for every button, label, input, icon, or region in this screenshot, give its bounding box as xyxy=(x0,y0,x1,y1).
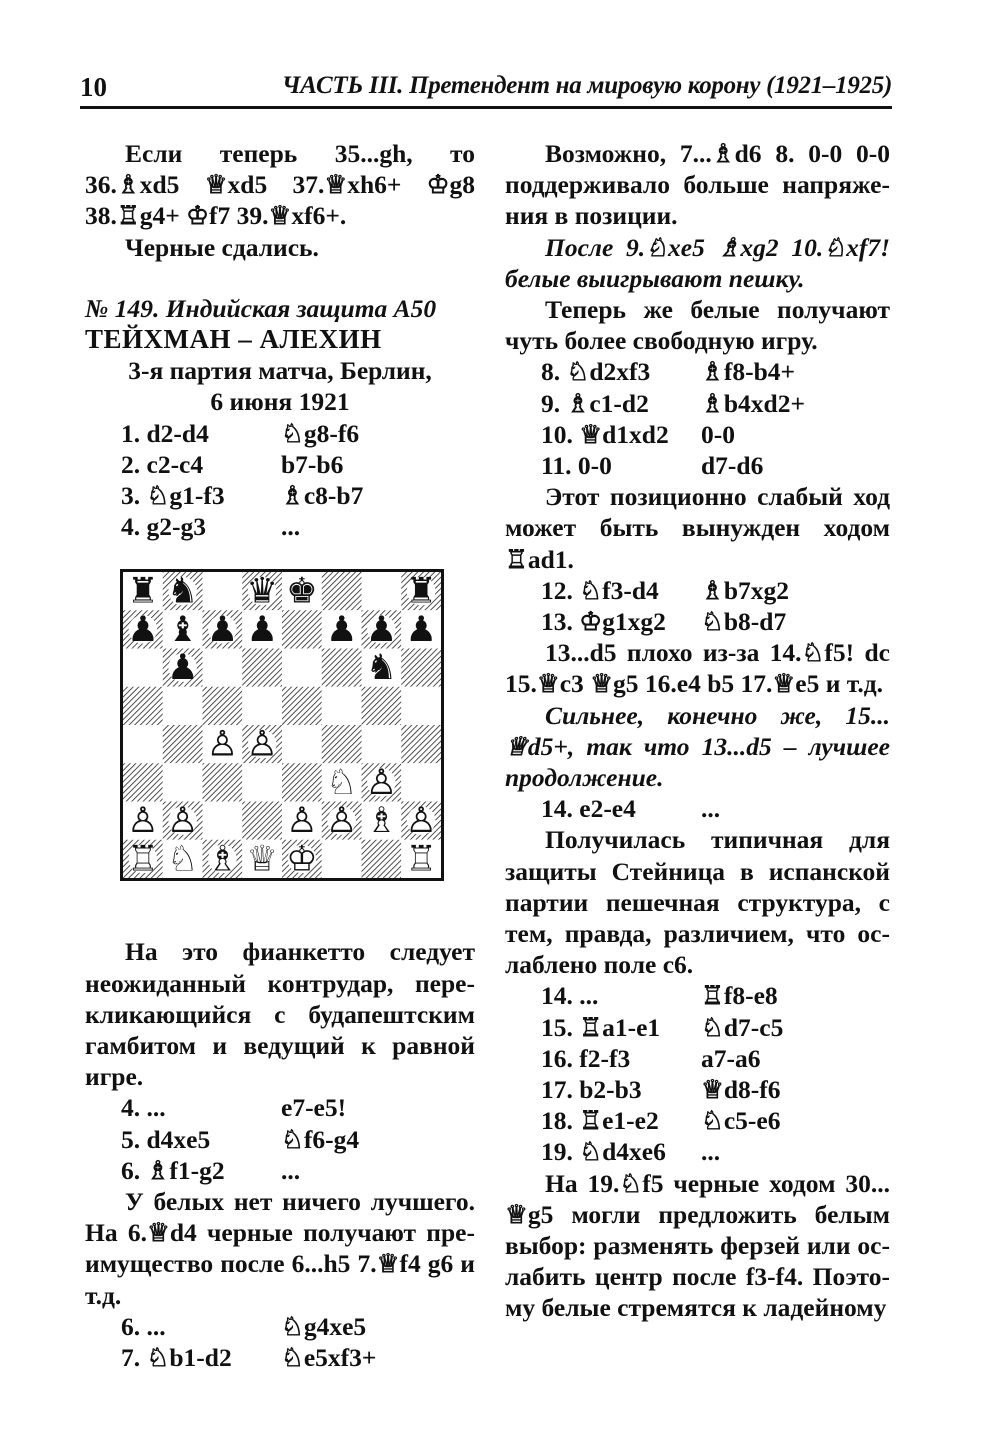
black-piece-a8: ♜ xyxy=(127,572,159,612)
square-c2 xyxy=(203,802,243,840)
black-piece-g7: ♟ xyxy=(365,608,398,650)
move-row: 4. ... e7-e5! xyxy=(121,1093,347,1123)
black-piece-d8: ♛ xyxy=(246,572,278,612)
move-list xyxy=(85,418,475,543)
square-b5 xyxy=(163,687,203,725)
move-row: 17. b2-b3 ♕d8-f6 xyxy=(541,1074,781,1104)
paragraph: Этот позиционно слабый ход может быть вынужден ходом ♖ad1. xyxy=(505,482,890,574)
black-piece-b8: ♞ xyxy=(166,572,199,612)
white-piece-e1: ♔ xyxy=(286,838,318,878)
square-e4 xyxy=(282,725,322,763)
move-row: 10. ♕d1xd2 0-0 xyxy=(541,419,735,449)
move-row: 2. c2-c4 b7-b6 xyxy=(121,449,344,479)
white-piece-d4: ♙ xyxy=(246,723,278,765)
paragraph: Получилась типичная для защиты Стейница в испанской партии пешечная структура, с тем, правда, различием, что ос-лаблено поле c6. xyxy=(505,825,890,980)
square-c8 xyxy=(203,572,243,610)
paragraph: На 19.♘f5 черные ходом 30... ♕g5 могли предложить белым выбор: разменять ферзей или ос- лабить центр после f3-f4. Поэто-му белые стремятся к ладейному xyxy=(505,1168,890,1323)
square-h5 xyxy=(401,687,441,725)
square-f4 xyxy=(322,725,362,763)
move-row: 4. g2-g3 ... xyxy=(121,512,301,542)
square-g4 xyxy=(362,725,402,763)
square-f8 xyxy=(322,572,362,610)
white-piece-a1: ♖ xyxy=(127,838,159,878)
square-d3 xyxy=(242,763,282,801)
square-a5 xyxy=(123,687,163,725)
black-piece-g6: ♞ xyxy=(365,647,398,689)
move-row: 6. ♗f1-g2 ... xyxy=(121,1155,301,1185)
white-piece-g2: ♗ xyxy=(365,800,398,842)
players: ТЕЙХМАН – АЛЕХИН xyxy=(85,324,382,355)
move-row: 5. d4xe5 ♘f6-g4 xyxy=(121,1124,360,1154)
white-piece-b1: ♘ xyxy=(166,838,199,878)
white-piece-c1: ♗ xyxy=(206,838,239,878)
square-h3 xyxy=(401,763,441,801)
black-piece-b6: ♟ xyxy=(166,647,199,689)
white-piece-f3: ♘ xyxy=(325,761,358,803)
black-piece-c7: ♟ xyxy=(206,608,239,650)
square-a6 xyxy=(123,649,163,687)
white-piece-g3: ♙ xyxy=(365,761,398,803)
right-column xyxy=(505,138,890,1324)
square-e7 xyxy=(282,610,322,648)
italic-note: После 9.♘xe5 ♗xg2 10.♘xf7! белые выигрывают пешку. xyxy=(505,232,890,293)
running-header xyxy=(80,68,892,109)
game-number: № 149. Индийская защита А50 xyxy=(85,293,437,323)
move-row: 11. 0-0 d7-d6 xyxy=(541,450,764,480)
white-piece-d1: ♕ xyxy=(246,838,278,878)
event-date: 6 июня 1921 xyxy=(210,387,350,417)
square-a3 xyxy=(123,763,163,801)
paragraph: На это фианкетто следует неожиданный контрудар, пере-кликающийся с будапештским гамбитом и ведущий к равной игре. xyxy=(85,937,475,1092)
move-row: 15. ♖a1-e1 ♘d7-c5 xyxy=(541,1012,784,1042)
black-piece-b7: ♝ xyxy=(166,608,199,650)
square-b3 xyxy=(163,763,203,801)
square-e3 xyxy=(282,763,322,801)
move-row: 13. ♔g1xg2 ♘b8-d7 xyxy=(541,606,787,636)
move-list xyxy=(505,793,890,824)
square-c6 xyxy=(203,649,243,687)
move-list xyxy=(505,356,890,481)
square-c3 xyxy=(203,763,243,801)
square-f5 xyxy=(322,687,362,725)
move-row: 8. ♘d2xf3 ♗f8-b4+ xyxy=(541,357,796,387)
square-e5 xyxy=(282,687,322,725)
white-piece-c4: ♙ xyxy=(206,723,239,765)
paragraph: 13...d5 плохо из-за 14.♘f5! dc 15.♕c3 ♕g5 16.e4 b5 17.♕e5 и т.д. xyxy=(505,638,890,699)
move-row: 16. f2-f3 a7-a6 xyxy=(541,1043,761,1073)
white-piece-b2: ♙ xyxy=(166,800,199,842)
move-row: 9. ♗c1-d2 ♗b4xd2+ xyxy=(541,388,806,418)
italic-note: Сильнее, конечно же, 15... ♕d5+, так что 13...d5 – лучшее продолжение. xyxy=(505,700,890,792)
move-row: 7. ♘b1-d2 ♘e5xf3+ xyxy=(121,1342,377,1372)
black-piece-f7: ♟ xyxy=(325,608,358,650)
page-number: 10 xyxy=(80,72,107,102)
move-list xyxy=(85,1311,475,1373)
move-row: 18. ♖e1-e2 ♘c5-e6 xyxy=(541,1106,781,1136)
white-piece-f2: ♙ xyxy=(325,800,358,842)
square-b4 xyxy=(163,725,203,763)
event-line: 3-я партия матча, Берлин, xyxy=(128,356,432,386)
square-g1 xyxy=(362,840,402,878)
square-e6 xyxy=(282,649,322,687)
paragraph: У белых нет ничего лучшего. На 6.♕d4 черные получают пре-имущество после 6...h5 7.♕f4 g6 и т.д. xyxy=(85,1186,475,1310)
chess-diagram xyxy=(120,569,444,881)
move-list xyxy=(505,980,890,1167)
white-piece-h2: ♙ xyxy=(405,800,437,842)
square-h6 xyxy=(401,649,441,687)
move-list xyxy=(505,575,890,637)
black-piece-h7: ♟ xyxy=(405,608,437,650)
move-row: 14. ... ♖f8-e8 xyxy=(541,981,778,1011)
move-list xyxy=(85,1092,475,1186)
square-d2 xyxy=(242,802,282,840)
square-d5 xyxy=(242,687,282,725)
black-piece-a7: ♟ xyxy=(127,608,159,650)
square-d6 xyxy=(242,649,282,687)
running-title: ЧАСТЬ III. Претендент на мировую корону (1921–1925) xyxy=(281,72,892,99)
square-h4 xyxy=(401,725,441,763)
paragraph: Возможно, 7...♗d6 8. 0-0 0-0 поддерживало больше напряже-ния в позиции. xyxy=(505,139,890,231)
paragraph: Если теперь 35...gh, то 36.♗xd5 ♕xd5 37.♕xh6+ ♔g8 38.♖g4+ ♔f7 39.♕xf6+. xyxy=(85,139,476,231)
black-piece-d7: ♟ xyxy=(246,608,278,650)
square-f1 xyxy=(322,840,362,878)
paragraph: Черные сдались. xyxy=(125,232,319,262)
move-row: 19. ♘d4xe6 ... xyxy=(541,1137,721,1167)
white-piece-e2: ♙ xyxy=(286,800,318,842)
black-piece-h8: ♜ xyxy=(405,572,437,612)
square-g5 xyxy=(362,687,402,725)
move-row: 12. ♘f3-d4 ♗b7xg2 xyxy=(541,575,790,605)
square-a4 xyxy=(123,725,163,763)
square-f6 xyxy=(322,649,362,687)
white-piece-h1: ♖ xyxy=(405,838,437,878)
move-row: 1. d2-d4 ♘g8-f6 xyxy=(121,418,360,448)
black-piece-e8: ♚ xyxy=(286,572,318,612)
square-g8 xyxy=(362,572,402,610)
square-c5 xyxy=(203,687,243,725)
chess-board xyxy=(123,572,441,878)
white-piece-a2: ♙ xyxy=(127,800,159,842)
move-row: 3. ♘g1-f3 ♗c8-b7 xyxy=(121,481,364,510)
move-row: 14. e2-e4 ... xyxy=(541,794,721,824)
move-row: 6. ... ♘g4xe5 xyxy=(121,1311,367,1341)
paragraph: Теперь же белые получают чуть более свободную игру. xyxy=(505,295,890,356)
